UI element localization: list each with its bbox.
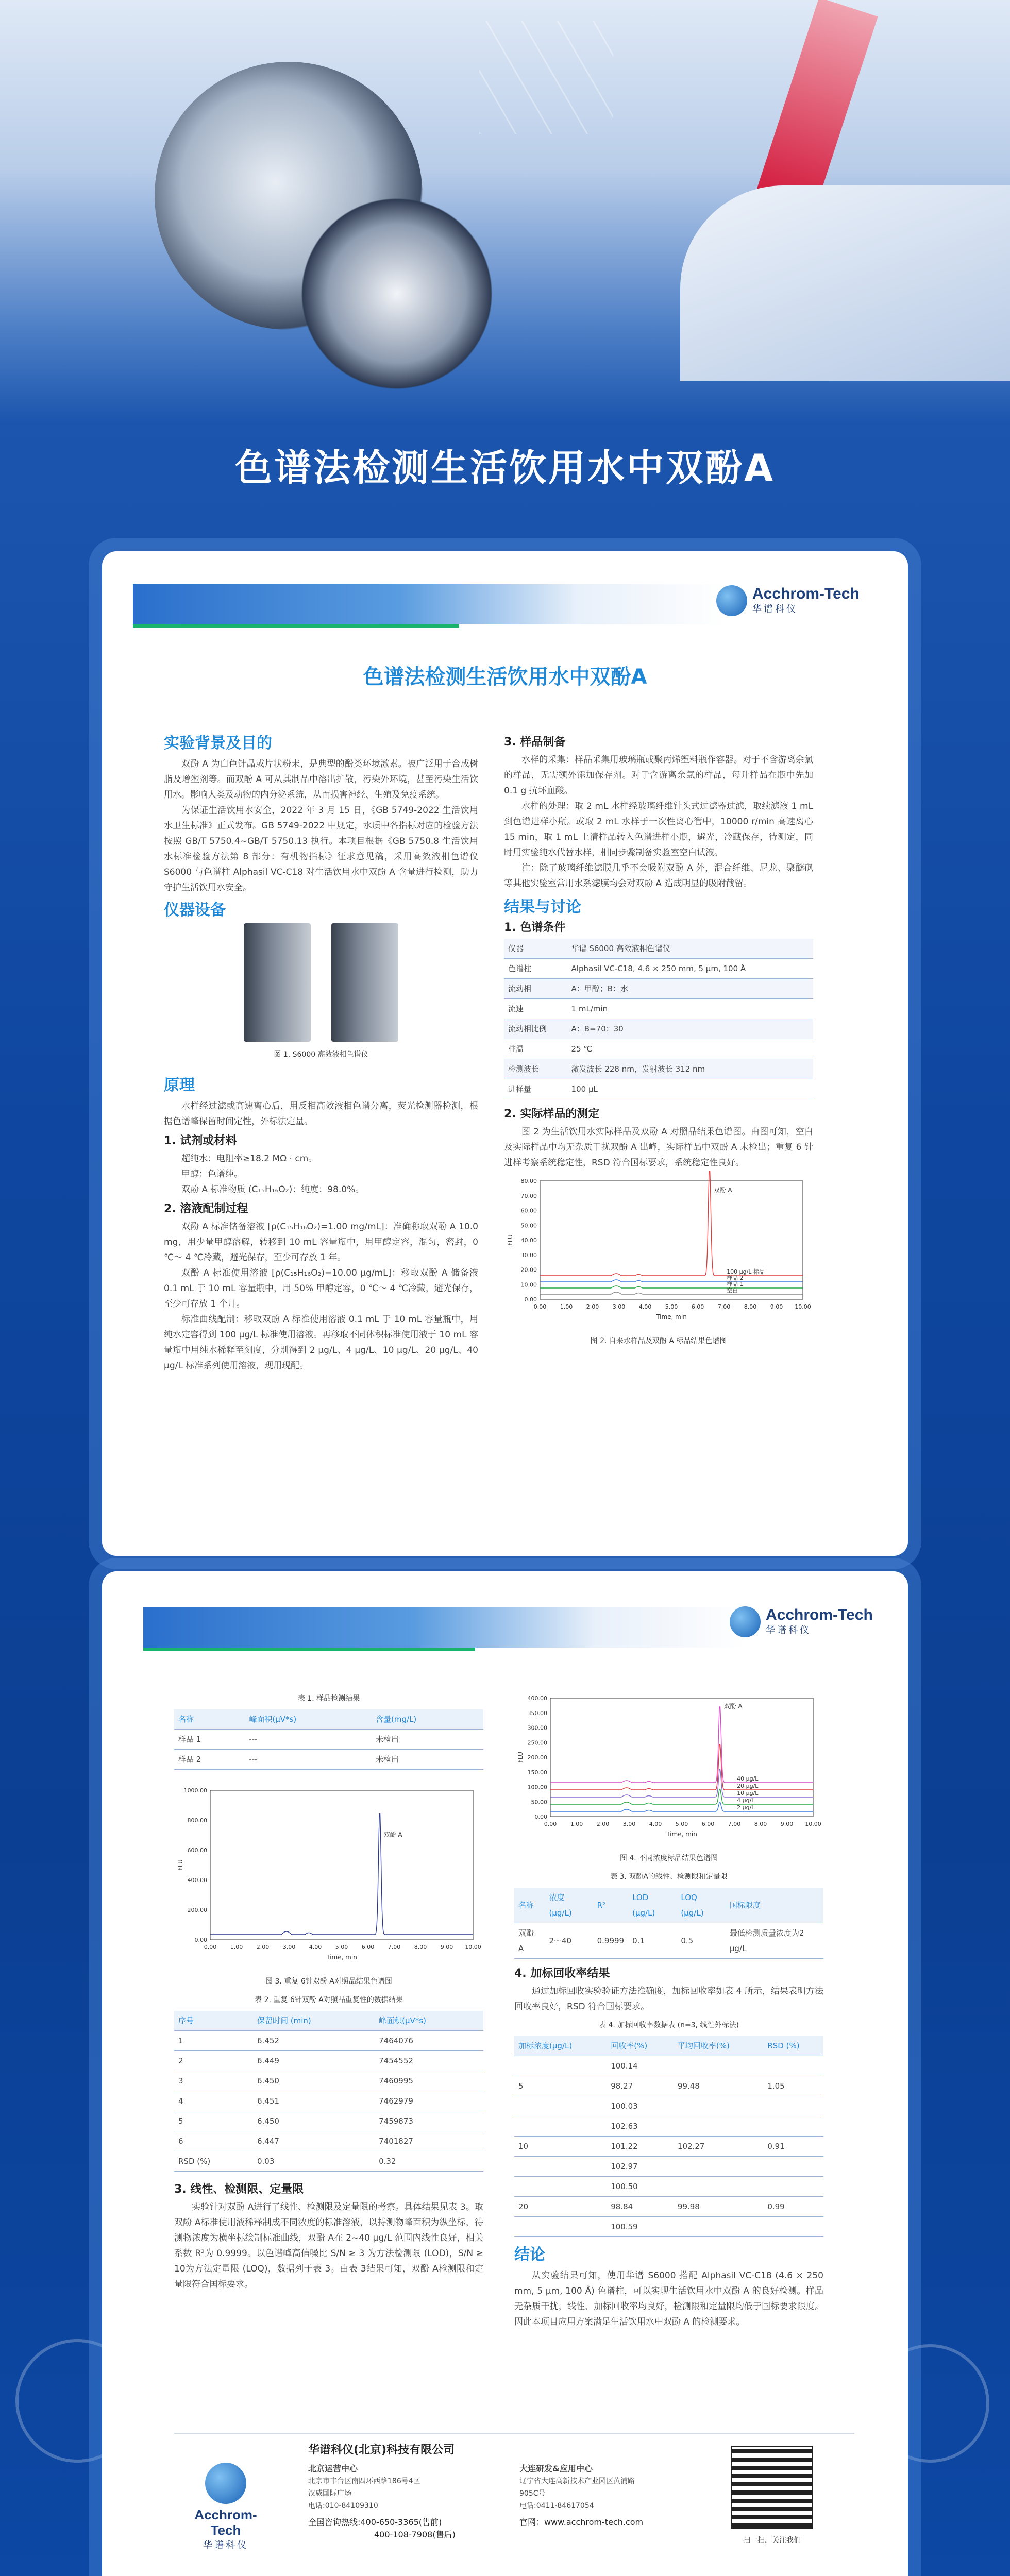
series-label: 40 μg/L <box>737 1775 759 1782</box>
y-tick-label: 0.00 <box>524 1296 537 1303</box>
table-row <box>174 1730 483 1750</box>
peak-label: 双酚 A <box>383 1831 402 1838</box>
table-cell <box>763 2157 823 2177</box>
table-row <box>174 2111 483 2131</box>
series-label: 100 μg/L 标品 <box>727 1268 765 1275</box>
table-row <box>504 1019 813 1039</box>
column-header: 平均回收率(%) <box>674 2036 763 2056</box>
section-heading-conclusion: 结论 <box>514 2246 545 2264</box>
table-cell <box>674 2177 763 2197</box>
table-row <box>514 2056 823 2076</box>
table-cell <box>514 2217 607 2237</box>
paragraph: 实验针对双酚 A进行了线性、检测限及定量限的考察。具体结果见表 3。取双酚 A标准使用液稀释制成不同浓度的标准溶液，以持测物峰面积为纵坐标，待测物浓度为横坐标绘制标准曲线，双酚 A在 2~40 μg/L 范围内线性良好，相关系数 R²为 0.9999。以色谱峰高信噪比 S/N ≥ 3 为方法检测限 (LOD)，S/N ≥ 10为方法定量限 (LOQ)，数据列于表 3。由表 3结果可知，双酚 A检测限和定量限符合国标要求。 <box>174 2202 483 2290</box>
table-cell: 7454552 <box>375 2051 483 2071</box>
panel2-left-column <box>174 1688 483 2292</box>
x-tick-label: 0.00 <box>544 1821 557 1827</box>
subheading-recovery: 4. 加标回收率结果 <box>514 1967 610 1980</box>
table-cell: 最低检测质量浓度为2 μg/L <box>726 1923 823 1959</box>
y-tick-label: 20.00 <box>520 1266 537 1274</box>
series-line <box>540 1286 803 1288</box>
column-header: 保留时间 (min) <box>253 2011 375 2031</box>
x-tick-label: 3.00 <box>612 1303 626 1310</box>
table-row <box>174 2071 483 2091</box>
column-header: R² <box>593 1888 629 1923</box>
table-row <box>514 2177 823 2197</box>
condition-value: 华谱 S6000 高效液相色谱仪 <box>567 939 813 959</box>
document-title: 色谱法检测生活饮用水中双酚A <box>363 665 647 689</box>
table-cell <box>674 2116 763 2137</box>
table-row <box>504 939 813 959</box>
table-cell: 0.03 <box>253 2151 375 2172</box>
table-cell: 样品 2 <box>174 1750 245 1770</box>
page-title: 色谱法检测生活饮用水中双酚A <box>235 446 775 489</box>
table-cell: 2～40 <box>545 1923 593 1959</box>
paragraph: 水样的采集：样品采集用玻璃瓶或聚丙烯塑料瓶作容器。对于不含游离余氯的样品，无需额外添加保存剂。对于含游离余氯的样品，每升样品在瓶中先加 0.1 g 抗坏血酸。 <box>504 755 813 796</box>
figure-caption: 图 2. 自来水样品及双酚 A 标品结果色谱图 <box>590 1337 727 1345</box>
paragraph: 双酚 A 标准储备溶液 [ρ(C₁₅H₁₆O₂)=1.00 mg/mL]：准确称取双酚 A 10.0 mg，用少量甲醇溶解，转移到 10 mL 容量瓶中，用甲醇定容，混匀，密封，0 ℃～ 4 ℃冷藏，避光保存，至少可存放 1 年。 <box>164 1222 478 1263</box>
table-cell <box>763 2217 823 2237</box>
table-cell: 100.03 <box>607 2096 674 2116</box>
panel1-header-bar <box>133 584 726 624</box>
y-tick-label: 800.00 <box>187 1817 207 1824</box>
series-label: 20 μg/L <box>737 1783 759 1789</box>
y-tick-label: 40.00 <box>520 1237 537 1244</box>
y-tick-label: 200.00 <box>527 1754 547 1761</box>
section-heading-results: 结果与讨论 <box>504 898 581 916</box>
condition-label: 进样量 <box>504 1079 567 1099</box>
table-cell: 6.447 <box>253 2131 375 2151</box>
x-tick-label: 1.00 <box>570 1821 583 1827</box>
table-row <box>504 979 813 999</box>
table-cell: 0.1 <box>628 1923 677 1959</box>
table-cell <box>674 2217 763 2237</box>
table-cell <box>674 2096 763 2116</box>
x-tick-label: 5.00 <box>665 1303 678 1310</box>
x-tick-label: 6.00 <box>691 1303 704 1310</box>
table-row <box>504 999 813 1019</box>
x-tick-label: 2.00 <box>586 1303 599 1310</box>
table-cell: 101.22 <box>607 2137 674 2157</box>
table-cell: 未检出 <box>372 1730 483 1750</box>
plot-frame <box>550 1698 813 1817</box>
y-axis-unit: FLU <box>507 1234 514 1246</box>
paragraph: 水样经过滤或高速离心后，用反相高效液相色谱分离，荧光检测器检测，根据色谱峰保留时间定性，外标法定量。 <box>164 1101 478 1127</box>
peak-label: 双酚 A <box>723 1703 743 1710</box>
subheading-linearity: 3. 线性、检测限、定量限 <box>174 2183 304 2196</box>
x-tick-label: 9.00 <box>770 1303 783 1310</box>
table-cell: 6 <box>174 2131 253 2151</box>
footer-company: 华谱科仪(北京)科技有限公司 <box>308 2444 455 2456</box>
logo-mark-icon <box>716 585 747 616</box>
repeatability-table <box>174 2011 483 2172</box>
y-tick-label: 400.00 <box>527 1695 547 1702</box>
footer-divider <box>174 2433 854 2434</box>
table-cell: 6.452 <box>253 2031 375 2051</box>
condition-value: Alphasil VC-C18, 4.6 × 250 mm, 5 μm, 100 Å <box>567 959 813 979</box>
table-cell: 0.91 <box>763 2137 823 2157</box>
table-cell: 100.14 <box>607 2056 674 2076</box>
condition-value: A：B=70：30 <box>567 1019 813 1039</box>
table-cell: 5 <box>514 2076 607 2096</box>
x-tick-label: 2.00 <box>256 1944 270 1951</box>
x-tick-label: 5.00 <box>335 1944 348 1951</box>
paragraph: 为保证生活饮用水安全，2022 年 3 月 15 日，《GB 5749-2022 生活饮用水卫生标准》正式发布。GB 5749-2022 中规定，水质中各指标对应的检验方法按照 GB/T 5750.4~GB/T 5750.13 执行。本项目根据《GB 5750.8 生活饮用水标准检验方法第 8 部分：有机物指标》征求意见稿，采用高效液相色谱仪 S6000 与色谱柱 Alphasil VC-C18 对生活饮用水中双酚 A 含量进行检测，助力守护生活饮用水安全。 <box>164 805 478 893</box>
logo: Acchrom-Tech 华谱科仪 <box>730 1606 873 1637</box>
plot-frame <box>210 1790 473 1940</box>
table-cell: 10 <box>514 2137 607 2157</box>
table-cell: 100.50 <box>607 2177 674 2197</box>
table-row <box>504 1079 813 1099</box>
table-cell: 7459873 <box>375 2111 483 2131</box>
table-row <box>514 2157 823 2177</box>
paragraph: 图 2 为生活饮用水实际样品及双酚 A 对照品结果色谱图。由图可知，空白及实际样品中均无杂质干扰双酚 A 出峰，实际样品中双酚 A 未检出；重复 6 针进样考察系统稳定性，RSD 符合国标要求，系统稳定性良好。 <box>504 1127 813 1168</box>
peak-label: 双酚 A <box>713 1187 732 1194</box>
subheading-sample-prep: 3. 样品制备 <box>504 736 566 749</box>
column-header: 名称 <box>174 1709 245 1730</box>
y-tick-label: 250.00 <box>527 1739 547 1747</box>
recovery-table <box>514 2036 823 2237</box>
x-tick-label: 8.00 <box>754 1821 767 1827</box>
table-cell: 4 <box>174 2091 253 2111</box>
x-tick-label: 1.00 <box>560 1303 573 1310</box>
footer-logo: Acchrom-Tech 华谱科仪 <box>179 2463 272 2551</box>
column-header: 含量(mg/L) <box>372 1709 483 1730</box>
table-row <box>504 959 813 979</box>
qr-code-icon <box>731 2446 813 2529</box>
reagent-item: 双酚 A 标准物质 (C₁₅H₁₆O₂)：纯度：98.0%。 <box>181 1184 364 1195</box>
table-cell: 99.98 <box>674 2197 763 2217</box>
table-cell: 6.449 <box>253 2051 375 2071</box>
x-tick-label: 10.00 <box>465 1944 481 1951</box>
condition-label: 流动相比例 <box>504 1019 567 1039</box>
table-cell: 98.27 <box>607 2076 674 2096</box>
section-heading-background: 实验背景及目的 <box>164 734 272 752</box>
series-line <box>540 1171 803 1276</box>
column-header: 名称 <box>514 1888 545 1923</box>
y-tick-label: 80.00 <box>520 1178 537 1184</box>
x-tick-label: 9.00 <box>780 1821 794 1827</box>
footer-dalian: 大连研发&应用中心 辽宁省大连高新技术产业园区黄浦路 905C号 电话:0411-84617054 官网：www.acchrom-tech.com <box>519 2463 643 2529</box>
series-line <box>210 1814 473 1935</box>
table-row <box>504 1039 813 1059</box>
logo-mark-icon <box>205 2463 246 2504</box>
y-tick-label: 0.00 <box>534 1814 547 1820</box>
x-axis-label: Time, min <box>656 1313 687 1320</box>
x-tick-label: 0.00 <box>204 1944 217 1951</box>
y-tick-label: 150.00 <box>527 1769 547 1776</box>
column-left <box>164 731 478 1374</box>
x-tick-label: 6.00 <box>361 1944 375 1951</box>
condition-value: 25 ℃ <box>567 1039 813 1059</box>
x-axis-label: Time, min <box>666 1831 697 1838</box>
table-cell: --- <box>245 1750 372 1770</box>
column-right <box>504 731 813 1352</box>
paragraph: 从实验结果可知，使用华谱 S6000 搭配 Alphasil VC-C18 (4.6 × 250 mm, 5 μm, 100 Å) 色谱柱，可以实现生活饮用水中双酚 A 的良好检测。样品无杂质干扰，线性、加标回收率均良好，检测限和定量限均低于国标要求限度。因此本项目应用方案满足生活饮用水中双酚 A 的检测要求。 <box>514 2270 823 2327</box>
glove-hand-decoration <box>680 185 1010 381</box>
hotline-aftersales: 400-108-7908(售后) <box>374 2530 456 2539</box>
section-heading-principle: 原理 <box>164 1076 195 1094</box>
y-tick-label: 10.00 <box>520 1281 537 1289</box>
x-tick-label: 0.00 <box>533 1303 547 1310</box>
condition-label: 流速 <box>504 999 567 1019</box>
table-cell: 7460995 <box>375 2071 483 2091</box>
hplc-instrument-image-2 <box>331 923 398 1042</box>
condition-label: 检测波长 <box>504 1059 567 1079</box>
table-cell: 98.84 <box>607 2197 674 2217</box>
conditions-table <box>504 939 813 1099</box>
x-tick-label: 1.00 <box>230 1944 243 1951</box>
table-row <box>514 2217 823 2237</box>
table-cell <box>763 2116 823 2137</box>
y-tick-label: 50.00 <box>520 1222 537 1229</box>
panel2-right-column <box>514 1688 823 2330</box>
table-row <box>514 2137 823 2157</box>
x-tick-label: 3.00 <box>622 1821 636 1827</box>
instrument-photos <box>164 923 478 1042</box>
figure-caption: 图 1. S6000 高效液相色谱仪 <box>274 1050 368 1059</box>
column-header: 回收率(%) <box>607 2036 674 2056</box>
chromatogram-figure-4 <box>514 1688 823 1842</box>
table-cell: 双酚 A <box>514 1923 545 1959</box>
website-link[interactable]: 官网：www.acchrom-tech.com <box>519 2517 644 2527</box>
table-cell: 1 <box>174 2031 253 2051</box>
table-cell: 99.48 <box>674 2076 763 2096</box>
table-cell: 7462979 <box>375 2091 483 2111</box>
table-row <box>514 2096 823 2116</box>
table-cell: 未检出 <box>372 1750 483 1770</box>
section-heading-instruments: 仪器设备 <box>164 901 226 919</box>
table-row <box>174 2031 483 2051</box>
column-header: 加标浓度(μg/L) <box>514 2036 607 2056</box>
x-tick-label: 4.00 <box>638 1303 652 1310</box>
y-tick-label: 60.00 <box>520 1207 537 1214</box>
table-caption: 表 3. 双酚A的线性、检测限和定量限 <box>610 1873 728 1881</box>
x-tick-label: 8.00 <box>744 1303 757 1310</box>
series-label: 2 μg/L <box>737 1804 755 1811</box>
table-row <box>514 2197 823 2217</box>
y-tick-label: 1000.00 <box>183 1787 207 1794</box>
y-axis-unit: FLU <box>517 1752 524 1763</box>
condition-value: 1 mL/min <box>567 999 813 1019</box>
subheading-conditions: 1. 色谱条件 <box>504 921 566 934</box>
y-tick-label: 30.00 <box>520 1251 537 1259</box>
column-header: RSD (%) <box>763 2036 823 2056</box>
condition-value: A：甲醇；B：水 <box>567 979 813 999</box>
subheading-real-sample: 2. 实际样品的测定 <box>504 1108 600 1121</box>
x-tick-label: 7.00 <box>717 1303 731 1310</box>
table-row <box>514 2116 823 2137</box>
table-cell: 0.5 <box>677 1923 726 1959</box>
column-header: 峰面积(μV*s) <box>245 1709 372 1730</box>
table-cell: 6.450 <box>253 2111 375 2131</box>
y-tick-label: 0.00 <box>194 1937 207 1943</box>
x-axis-label: Time, min <box>326 1954 357 1961</box>
series-line <box>550 1707 813 1783</box>
hexagon-decoration <box>479 21 613 134</box>
x-tick-label: 6.00 <box>701 1821 715 1827</box>
column-header: 序号 <box>174 2011 253 2031</box>
y-tick-label: 200.00 <box>187 1907 207 1913</box>
table-cell: 7401827 <box>375 2131 483 2151</box>
x-tick-label: 7.00 <box>728 1821 741 1827</box>
table-cell: 0.9999 <box>593 1923 629 1959</box>
figure-caption: 图 3. 重复 6针双酚 A对照品结果色谱图 <box>265 1977 392 1986</box>
series-line <box>550 1744 813 1790</box>
condition-label: 流动相 <box>504 979 567 999</box>
condition-label: 色谱柱 <box>504 959 567 979</box>
column-header: LOQ (μg/L) <box>677 1888 726 1923</box>
series-line <box>550 1769 813 1797</box>
table-cell: 3 <box>174 2071 253 2091</box>
table-cell <box>514 2157 607 2177</box>
header-background <box>0 0 1010 422</box>
table-cell <box>674 2056 763 2076</box>
figure-caption: 图 4. 不同浓度标品结果色谱图 <box>619 1854 718 1862</box>
table-cell <box>514 2116 607 2137</box>
hotline-label: 全国咨询热线: <box>308 2517 361 2527</box>
linearity-table <box>514 1888 823 1959</box>
reagent-item: 超纯水：电阻率≥18.2 MΩ · cm。 <box>181 1154 317 1164</box>
paragraph: 双酚 A 为白色针晶或片状粉末，是典型的酚类环境激素。被广泛用于合成树脂及增塑剂等。而双酚 A 可从其制品中溶出扩散，污染外环境，甚至污染生活饮用水。影响人类及动物的内分泌系统，从而损害神经、生殖及免疫系统。 <box>164 759 478 800</box>
condition-value: 100 μL <box>567 1079 813 1099</box>
table-cell: 1.05 <box>763 2076 823 2096</box>
table-cell: 6.450 <box>253 2071 375 2091</box>
y-tick-label: 600.00 <box>187 1847 207 1854</box>
paragraph: 注：除了玻璃纤维滤膜几乎不会吸附双酚 A 外，混合纤维、尼龙、聚醚砜等其他实验室常用水系滤膜均会对双酚 A 造成明显的吸附截留。 <box>504 863 813 889</box>
reagent-item: 甲醇：色谱纯。 <box>181 1169 243 1179</box>
table-cell: 100.59 <box>607 2217 674 2237</box>
x-tick-label: 5.00 <box>675 1821 688 1827</box>
footer-beijing: 北京运营中心 北京市丰台区南四环西路186号4区 汉威国际广场 电话:010-84109310 全国咨询热线:400-650-3365(售前) 400-108-7908(售后) <box>308 2463 456 2541</box>
condition-value: 激发波长 228 nm，发射波长 312 nm <box>567 1059 813 1079</box>
paragraph: 通过加标回收实验验证方法准确度，加标回收率如表 4 所示，结果表明方法回收率良好，RSD 符合国标要求。 <box>514 1986 823 2012</box>
table-row <box>174 2151 483 2172</box>
table-cell <box>763 2096 823 2116</box>
y-tick-label: 300.00 <box>527 1724 547 1732</box>
table-row <box>504 1059 813 1079</box>
panel2-header-bar <box>143 1607 746 1648</box>
chromatogram-figure-2 <box>504 1171 813 1325</box>
table-cell: 7464076 <box>375 2031 483 2051</box>
table-cell: 2 <box>174 2051 253 2071</box>
qr-caption: 扫一扫，关注我们 <box>743 2536 801 2545</box>
series-label: 4 μg/L <box>737 1797 755 1804</box>
x-tick-label: 10.00 <box>795 1303 811 1310</box>
x-tick-label: 3.00 <box>282 1944 296 1951</box>
column-header: LOD (μg/L) <box>628 1888 677 1923</box>
table-cell: 0.32 <box>375 2151 483 2172</box>
series-label: 样品 2 <box>727 1275 744 1281</box>
condition-label: 仪器 <box>504 939 567 959</box>
chromatogram-figure-3 <box>174 1780 483 1965</box>
x-tick-label: 2.00 <box>596 1821 610 1827</box>
y-tick-label: 50.00 <box>531 1799 547 1806</box>
table-cell: 0.99 <box>763 2197 823 2217</box>
table-cell <box>674 2157 763 2177</box>
table-cell: 102.97 <box>607 2157 674 2177</box>
table-cell: 5 <box>174 2111 253 2131</box>
table-cell: RSD (%) <box>174 2151 253 2172</box>
subheading-solution-prep: 2. 溶液配制过程 <box>164 1202 248 1215</box>
series-label: 10 μg/L <box>737 1790 759 1797</box>
series-line <box>550 1802 813 1811</box>
condition-label: 柱温 <box>504 1039 567 1059</box>
x-tick-label: 7.00 <box>388 1944 401 1951</box>
table-row <box>174 1750 483 1770</box>
sample-results-table <box>174 1709 483 1770</box>
x-tick-label: 10.00 <box>805 1821 821 1827</box>
x-tick-label: 4.00 <box>309 1944 322 1951</box>
table-cell: 20 <box>514 2197 607 2217</box>
y-tick-label: 350.00 <box>527 1709 547 1717</box>
column-header: 国标限度 <box>726 1888 823 1923</box>
table-caption: 表 2. 重复 6针双酚 A对照品重复性的数据结果 <box>255 1996 403 2004</box>
table-caption: 表 1. 样品检测结果 <box>297 1694 360 1703</box>
paragraph: 水样的处理：取 2 mL 水样经玻璃纤维针头式过滤器过滤，取续滤液 1 mL 到色谱进样小瓶。或取 2 mL 水样于一次性离心管中，10000 r/min 高速离心 15 min，取 1 mL 上清样品转入色谱进样小瓶，避光，冷藏保存，待测定，同时用实验纯水代替水样，相同步骤制备实验室空白试液。 <box>504 801 813 858</box>
logo: Acchrom-Tech 华谱科仪 <box>716 585 860 616</box>
series-label: 样品 1 <box>727 1281 744 1287</box>
table-cell <box>514 2177 607 2197</box>
column-header: 浓度 (μg/L) <box>545 1888 593 1923</box>
table-cell <box>514 2096 607 2116</box>
table-row <box>514 2076 823 2096</box>
y-tick-label: 400.00 <box>187 1877 207 1884</box>
x-tick-label: 8.00 <box>414 1944 427 1951</box>
table-cell: 102.63 <box>607 2116 674 2137</box>
x-tick-label: 4.00 <box>649 1821 662 1827</box>
table-row <box>174 2131 483 2151</box>
series-label: 空白 <box>727 1287 738 1294</box>
logo-mark-icon <box>730 1606 761 1637</box>
x-tick-label: 9.00 <box>440 1944 453 1951</box>
table-cell: 6.451 <box>253 2091 375 2111</box>
table-row <box>174 2091 483 2111</box>
table-cell <box>763 2056 823 2076</box>
hplc-instrument-image-1 <box>244 923 311 1042</box>
series-line <box>540 1292 803 1294</box>
microscope-objective-decoration <box>299 196 495 392</box>
table-cell <box>763 2177 823 2197</box>
hotline-presales: 400-650-3365(售前) <box>360 2517 442 2527</box>
y-tick-label: 100.00 <box>527 1784 547 1791</box>
paragraph: 标准曲线配制：移取双酚 A 标准使用溶液 0.1 mL 于 10 mL 容量瓶中，用纯水定容得到 100 μg/L 标准使用溶液。再移取不同体积标准使用液于 10 mL 容量瓶中用纯水稀释至刻度，分别得到 2 μg/L、4 μg/L、10 μg/L、20 μg/L、40 μg/L 标准系列使用溶液，现用现配。 <box>164 1314 478 1371</box>
column-header: 峰面积(μV*s) <box>375 2011 483 2031</box>
series-line <box>540 1280 803 1282</box>
subheading-reagents: 1. 试剂或材料 <box>164 1134 237 1147</box>
table-cell: --- <box>245 1730 372 1750</box>
table-row <box>174 2051 483 2071</box>
table-cell <box>514 2056 607 2076</box>
paragraph: 双酚 A 标准使用溶液 [ρ(C₁₅H₁₆O₂)=10.00 μg/mL]：移取双酚 A 储备液 0.1 mL 于 10 mL 容量瓶中，用 50% 甲醇定容，0 ℃～ 4 ℃冷藏，避光保存，至少可存放 1 个月。 <box>164 1268 478 1309</box>
y-tick-label: 70.00 <box>520 1192 537 1199</box>
table-caption: 表 4. 加标回收率数据表 (n=3, 线性外标法) <box>598 2021 739 2029</box>
table-cell: 样品 1 <box>174 1730 245 1750</box>
y-axis-unit: FLU <box>177 1859 184 1871</box>
table-cell: 102.27 <box>674 2137 763 2157</box>
